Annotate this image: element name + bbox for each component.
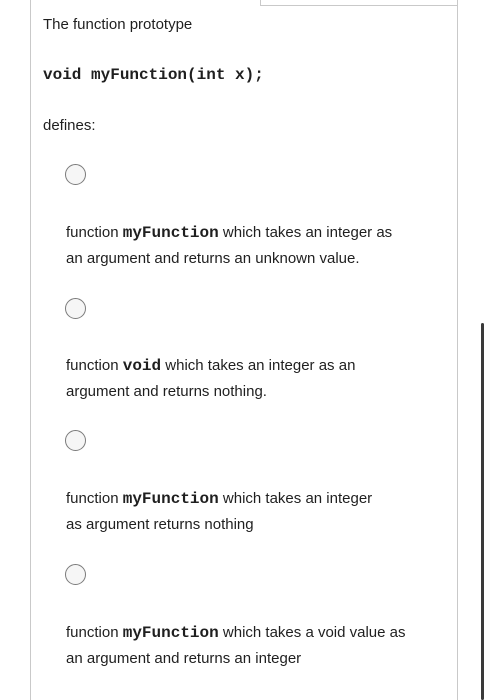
option-1-line-2: an argument and returns an unknown value. (66, 250, 360, 267)
top-input-box (260, 0, 458, 6)
option-4-prefix: function (66, 624, 123, 641)
option-3-line-1-rest: which takes an integer (218, 490, 373, 507)
option-3-code: myFunction (122, 490, 219, 508)
option-1-label[interactable] (66, 220, 446, 272)
option-4-radio[interactable] (65, 564, 86, 585)
option-3-label[interactable] (66, 486, 446, 538)
option-3-line-1 (66, 486, 446, 512)
option-3-radio[interactable] (65, 430, 86, 451)
option-2-prefix: function (66, 357, 123, 374)
option-3-line-2: as argument returns nothing (66, 516, 254, 533)
function-prototype-code: void myFunction(int x); (43, 66, 264, 84)
question-intro: The function prototype (43, 16, 193, 33)
option-2-code: void (122, 357, 162, 375)
option-4-label[interactable] (66, 620, 446, 672)
option-2-line-1 (66, 353, 446, 379)
option-2-label[interactable] (66, 353, 446, 405)
option-1-line-1 (66, 220, 446, 246)
option-1-code: myFunction (122, 224, 219, 242)
question-defines-label: defines: (43, 117, 96, 134)
option-3-prefix: function (66, 490, 123, 507)
question-card (30, 0, 458, 700)
option-1-prefix: function (66, 224, 123, 241)
option-4-code: myFunction (122, 624, 219, 642)
option-2-line-1-rest: which takes an integer as an (161, 357, 356, 374)
option-1-line-1-rest: which takes an integer as (218, 224, 393, 241)
option-2-radio[interactable] (65, 298, 86, 319)
option-4-line-2: an argument and returns an integer (66, 650, 302, 667)
option-2-line-2: argument and returns nothing. (66, 383, 267, 400)
option-4-line-1-rest: which takes a void value as (218, 624, 406, 641)
option-1-radio[interactable] (65, 164, 86, 185)
scrollbar[interactable] (481, 323, 484, 700)
option-4-line-1 (66, 620, 446, 646)
